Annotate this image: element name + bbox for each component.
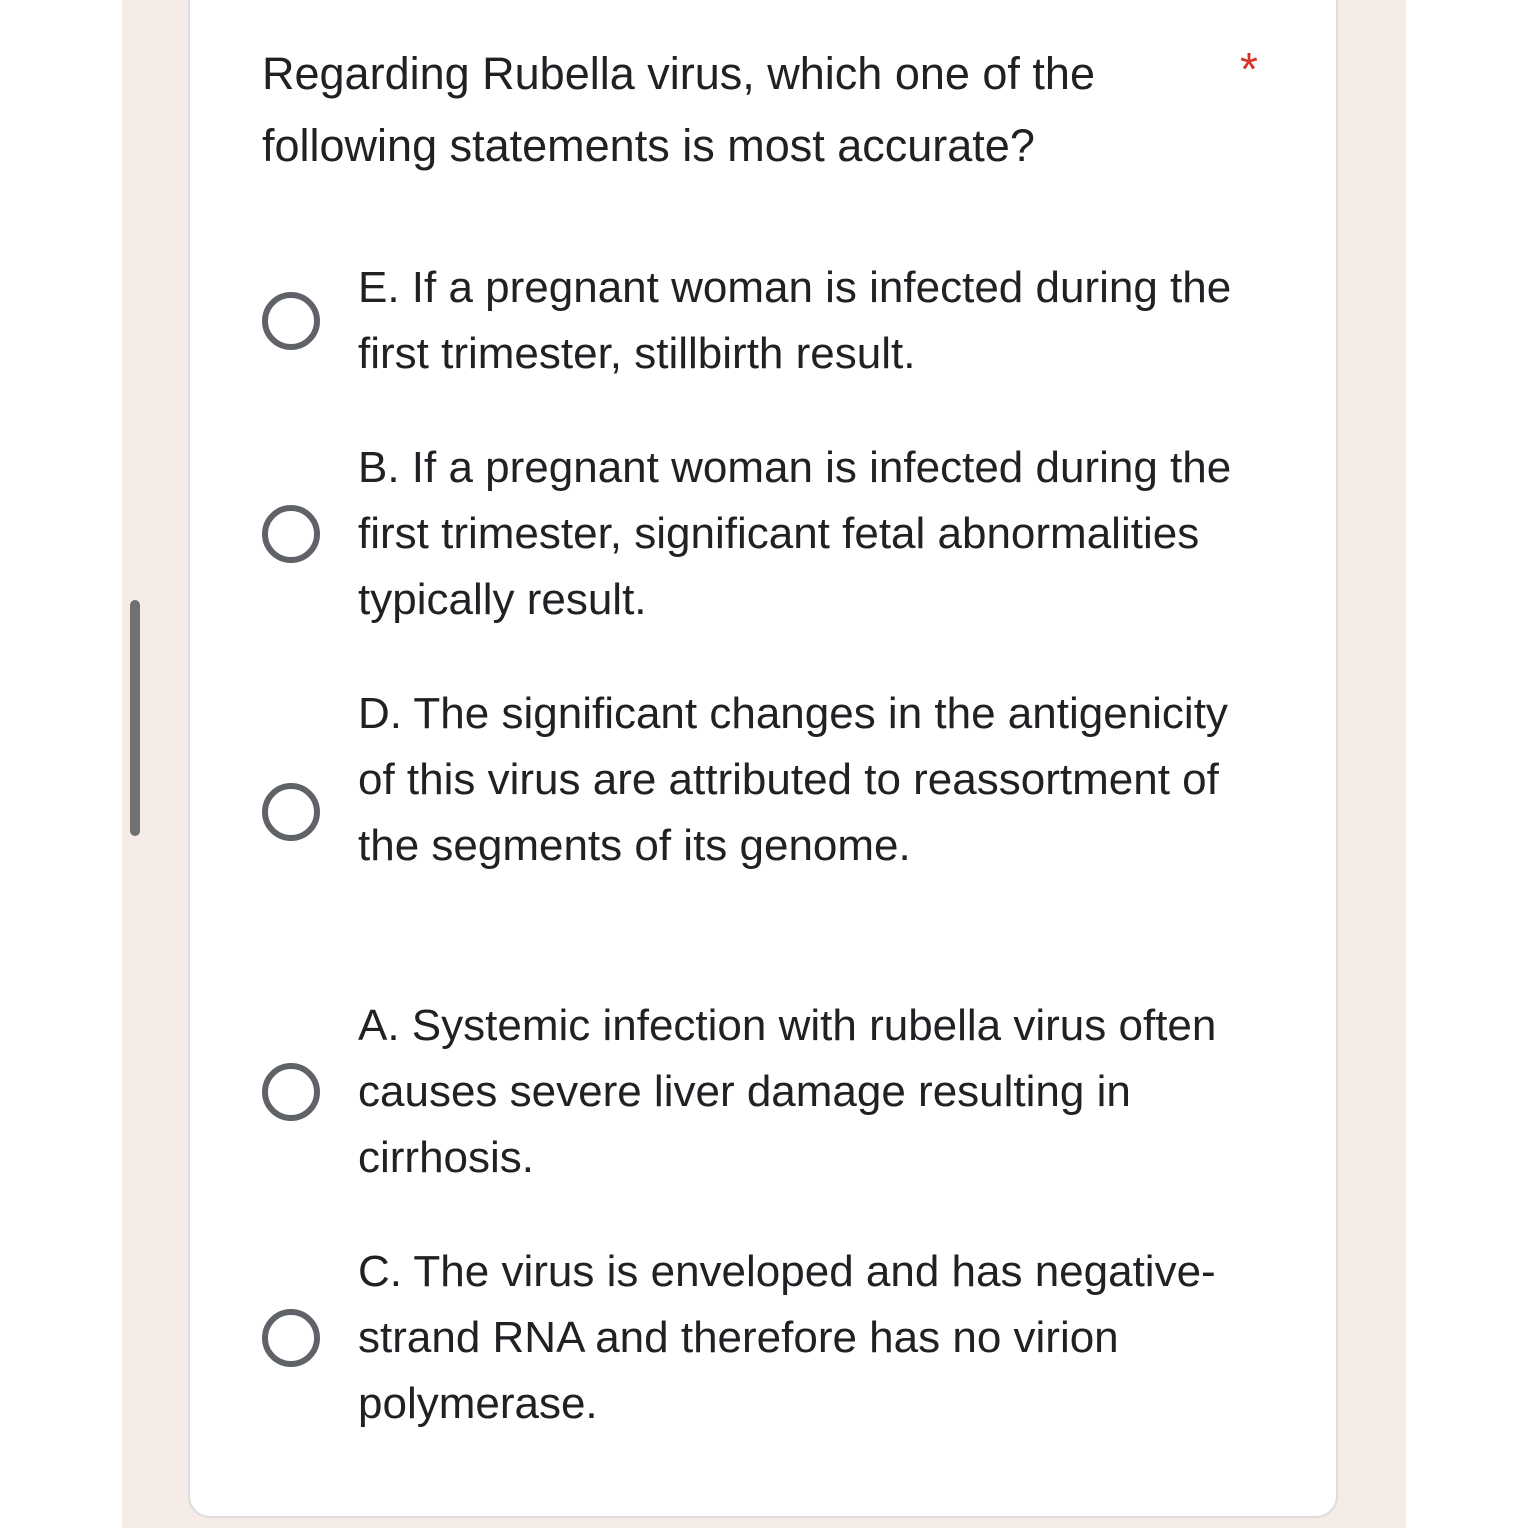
radio-button[interactable] (262, 505, 320, 563)
question-title: Regarding Rubella virus, which one of the following statements is most accurate? (262, 48, 1095, 171)
radio-button[interactable] (262, 292, 320, 350)
option-label: A. Systemic infection with rubella virus often causes severe liver damage resulting in cirrhosis. (358, 1001, 1217, 1182)
option-label: E. If a pregnant woman is infected during the first trimester, stillbirth result. (358, 263, 1232, 378)
option-label: C. The virus is enveloped and has negative-strand RNA and therefore has no virion polymerase. (358, 1247, 1216, 1428)
radio-button[interactable] (262, 783, 320, 841)
radio-button[interactable] (262, 1063, 320, 1121)
option-label: B. If a pregnant woman is infected during the first trimester, significant fetal abnormalities typically result. (358, 443, 1232, 624)
radio-button[interactable] (262, 1309, 320, 1367)
scrollbar-thumb[interactable] (130, 600, 140, 836)
required-asterisk: * (1240, 43, 1258, 95)
option-label: D. The significant changes in the antigenicity of this virus are attributed to reassortment of the segments of its genome. (358, 689, 1228, 870)
